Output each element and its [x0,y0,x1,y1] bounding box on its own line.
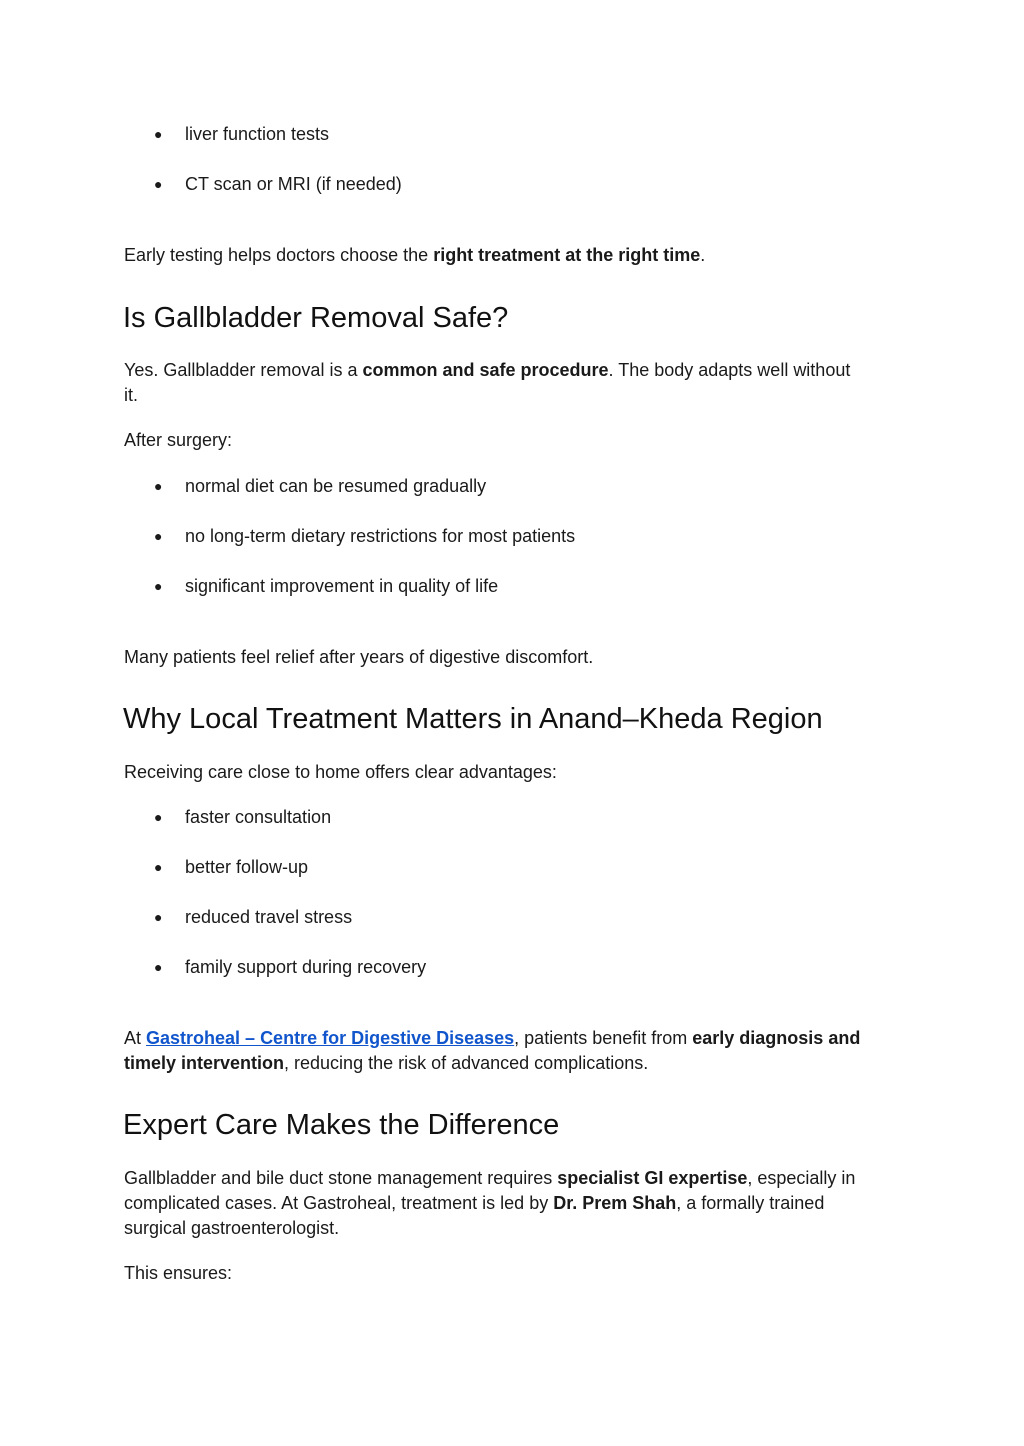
paragraph-text: , a formally trained [676,1193,825,1213]
bold-text: common and safe procedure [362,360,609,380]
gastroheal-link[interactable]: Gastroheal – Centre for Digestive Diseases [146,1028,515,1048]
section-heading-local: Why Local Treatment Matters in Anand–Kheda Region [123,703,823,735]
bullet-icon: ● [154,176,163,192]
bold-text: early diagnosis and [692,1028,861,1048]
paragraph-text: , especially in [747,1168,856,1188]
paragraph-yes [124,358,850,383]
paragraph-text: complicated cases. At Gastroheal, treatment is led by [124,1193,554,1213]
bullet-icon: ● [154,578,163,594]
bullet-icon: ● [154,959,163,975]
bullet-icon: ● [154,859,163,875]
paragraph-text: Gallbladder and bile duct stone management requires [124,1168,558,1188]
list-item: CT scan or MRI (if needed) [185,174,402,194]
paragraph-at-gastroheal [124,1026,860,1051]
paragraph-gallbladder-line2 [124,1191,824,1216]
paragraph-receiving: Receiving care close to home offers clear advantages: [124,762,557,782]
paragraph-gallbladder [124,1166,855,1191]
bold-text: right treatment at the right time [433,245,701,265]
bullet-icon: ● [154,478,163,494]
paragraph-after-surgery: After surgery: [124,430,233,450]
paragraph-ensures: This ensures: [124,1263,233,1283]
list-item: family support during recovery [185,957,427,977]
list-item: faster consultation [185,807,332,827]
bold-text: Dr. Prem Shah [553,1193,677,1213]
list-item: better follow-up [185,857,309,877]
paragraph-text: , reducing the risk of advanced complications. [284,1053,649,1073]
paragraph-many-patients: Many patients feel relief after years of digestive discomfort. [124,647,594,667]
bullet-icon: ● [154,909,163,925]
list-item: normal diet can be resumed gradually [185,476,487,496]
paragraph-text: . [700,245,706,265]
list-item: significant improvement in quality of life [185,576,499,596]
paragraph-text: , patients benefit from [514,1028,693,1048]
list-item: no long-term dietary restrictions for most patients [185,526,576,546]
list-item: liver function tests [185,124,330,144]
section-heading-safe: Is Gallbladder Removal Safe? [123,302,509,334]
section-heading-expert: Expert Care Makes the Difference [123,1109,560,1141]
paragraph-yes-line2: it. [124,385,139,405]
paragraph-at-gastroheal-line2 [124,1051,648,1076]
bullet-icon: ● [154,809,163,825]
bold-text: timely intervention [124,1053,285,1073]
bullet-icon: ● [154,528,163,544]
paragraph-text: . The body adapts well without [608,360,851,380]
paragraph-text: Early testing helps doctors choose the [124,245,434,265]
paragraph-text: At [124,1028,147,1048]
bullet-icon: ● [154,126,163,142]
paragraph-early-testing [124,243,705,268]
paragraph-gallbladder-line3: surgical gastroenterologist. [124,1218,340,1238]
paragraph-text: Yes. Gallbladder removal is a [124,360,363,380]
bold-text: specialist GI expertise [557,1168,748,1188]
list-item: reduced travel stress [185,907,353,927]
